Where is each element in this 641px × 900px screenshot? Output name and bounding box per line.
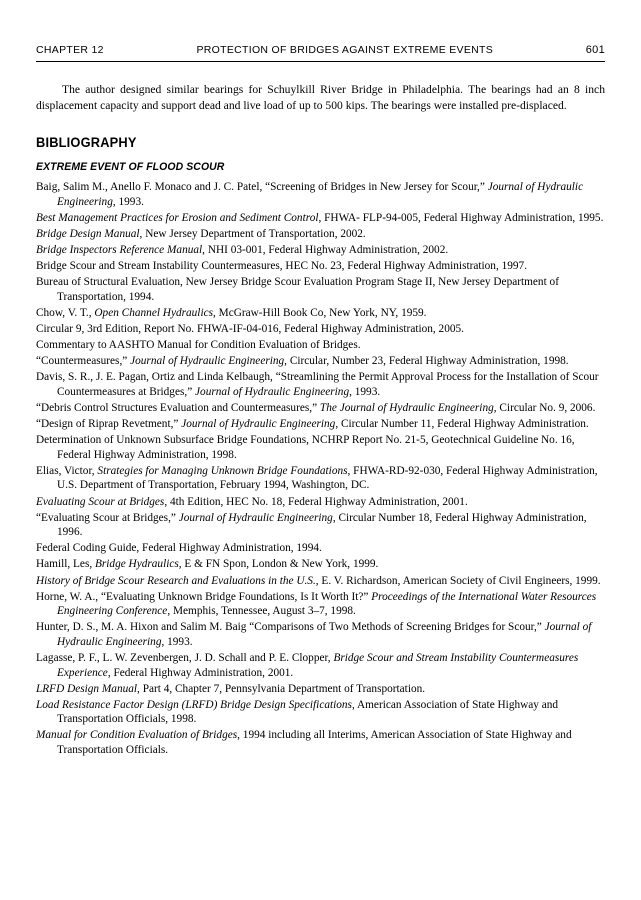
bibliography-entry: Chow, V. T., Open Channel Hydraulics, McGraw-Hill Book Co, New York, NY, 1959. [36, 306, 427, 319]
page-number: 601 [585, 44, 605, 56]
bibliography-entry: “Design of Riprap Revetment,” Journal of Hydraulic Engineering, Circular Number 11, Federal Highway Administration. [36, 418, 589, 431]
intro-paragraph: The author designed similar bearings for Schuylkill River Bridge in Philadelphia. The bearings had an 8 inch displacement capacity and support dead and live load of up to 500 kips. The bearings were installed pre-displaced. [36, 83, 605, 112]
bibliography-entry: Bureau of Structural Evaluation, New Jersey Bridge Scour Evaluation Program Stage II, New Jersey Department of Transportation, 1994. [36, 276, 559, 303]
bibliography-entry: Baig, Salim M., Anello F. Monaco and J. C. Patel, “Screening of Bridges in New Jersey for Scour,” Journal of Hydraulic Engineering, 1993. [36, 181, 584, 208]
header-divider [36, 61, 605, 62]
bibliography-entry: “Countermeasures,” Journal of Hydraulic Engineering, Circular, Number 23, Federal Highway Administration, 1998. [36, 355, 569, 368]
bibliography-entry: Bridge Design Manual, New Jersey Department of Transportation, 2002. [36, 227, 366, 240]
bibliography-entry: “Evaluating Scour at Bridges,” Journal of Hydraulic Engineering, Circular Number 18, Federal Highway Administration, 1996. [36, 511, 587, 539]
bibliography-list [36, 180, 605, 757]
bibliography-entry: Circular 9, 3rd Edition, Report No. FHWA-IF-04-016, Federal Highway Administration, 2005. [36, 323, 464, 336]
bibliography-entry: Hunter, D. S., M. A. Hixon and Salim M. Baig “Comparisons of Two Methods of Screening Bridges for Scour,” Journal of Hydraulic Engineering, 1993. [36, 621, 592, 648]
bibliography-entry: Lagasse, P. F., L. W. Zevenbergen, J. D. Schall and P. E. Clopper, Bridge Scour and Stream Instability Countermeasures Experience, Federal Highway Administration, 2001. [36, 652, 579, 679]
bibliography-entry: Hamill, Les, Bridge Hydraulics, E & FN Spon, London & New York, 1999. [36, 558, 379, 571]
running-head [36, 0, 605, 60]
chapter-label: CHAPTER 12 [36, 44, 104, 56]
bibliography-entry: Horne, W. A., “Evaluating Unknown Bridge Foundations, Is It Worth It?” Proceedings of the International Water Resources Engineering Conference, Memphis, Tennessee, August 3–7, 1998. [36, 590, 597, 618]
bibliography-entry: LRFD Design Manual, Part 4, Chapter 7, Pennsylvania Department of Transportation. [36, 682, 426, 695]
bibliography-entry: Best Management Practices for Erosion and Sediment Control, FHWA- FLP-94-005, Federal Highway Administration, 1995. [36, 211, 604, 224]
bibliography-entry: Manual for Condition Evaluation of Bridges, 1994 including all Interims, American Association of State Highway and Transportation Officials. [36, 729, 572, 757]
bibliography-entry: Bridge Inspectors Reference Manual, NHI 03-001, Federal Highway Administration, 2002. [36, 244, 449, 257]
bibliography-entry: History of Bridge Scour Research and Evaluations in the U.S., E. V. Richardson, American Society of Civil Engineers, 1999. [36, 574, 601, 587]
bibliography-entry: “Debris Control Structures Evaluation and Countermeasures,” The Journal of Hydraulic Engineering, Circular No. 9, 2006. [36, 402, 596, 414]
bibliography-entry: Elias, Victor, Strategies for Managing Unknown Bridge Foundations, FHWA-RD-92-030, Federal Highway Administration, U.S. Department of Transportation, February 1994, Washington, DC. [36, 464, 598, 492]
bibliography-heading: BIBLIOGRAPHY [36, 135, 137, 151]
bibliography-entry: Commentary to AASHTO Manual for Condition Evaluation of Bridges. [36, 339, 361, 352]
bibliography-entry: Davis, S. R., J. E. Pagan, Ortiz and Linda Kelbaugh, “Streamlining the Permit Approval Process for the Installation of Scour Countermeasures at Bridges,” Journal of Hydraulic Engineering, 1993. [36, 371, 599, 398]
bibliography-entry: Evaluating Scour at Bridges, 4th Edition, HEC No. 18, Federal Highway Administration, 2001. [36, 495, 468, 508]
bibliography-entry: Determination of Unknown Subsurface Bridge Foundations, NCHRP Report No. 21-5, Geotechnical Guideline No. 16, Federal Highway Administration, 1998. [36, 434, 575, 461]
bibliography-entry: Bridge Scour and Stream Instability Countermeasures, HEC No. 23, Federal Highway Administration, 1997. [36, 260, 528, 273]
page-title: PROTECTION OF BRIDGES AGAINST EXTREME EVENTS [196, 44, 494, 56]
bibliography-entry: Federal Coding Guide, Federal Highway Administration, 1994. [36, 542, 322, 555]
bibliography-subheading: EXTREME EVENT OF FLOOD SCOUR [36, 161, 225, 174]
bibliography-entry: Load Resistance Factor Design (LRFD) Bridge Design Specifications, American Association of State Highway and Transportation Officials, 1998. [36, 698, 559, 726]
